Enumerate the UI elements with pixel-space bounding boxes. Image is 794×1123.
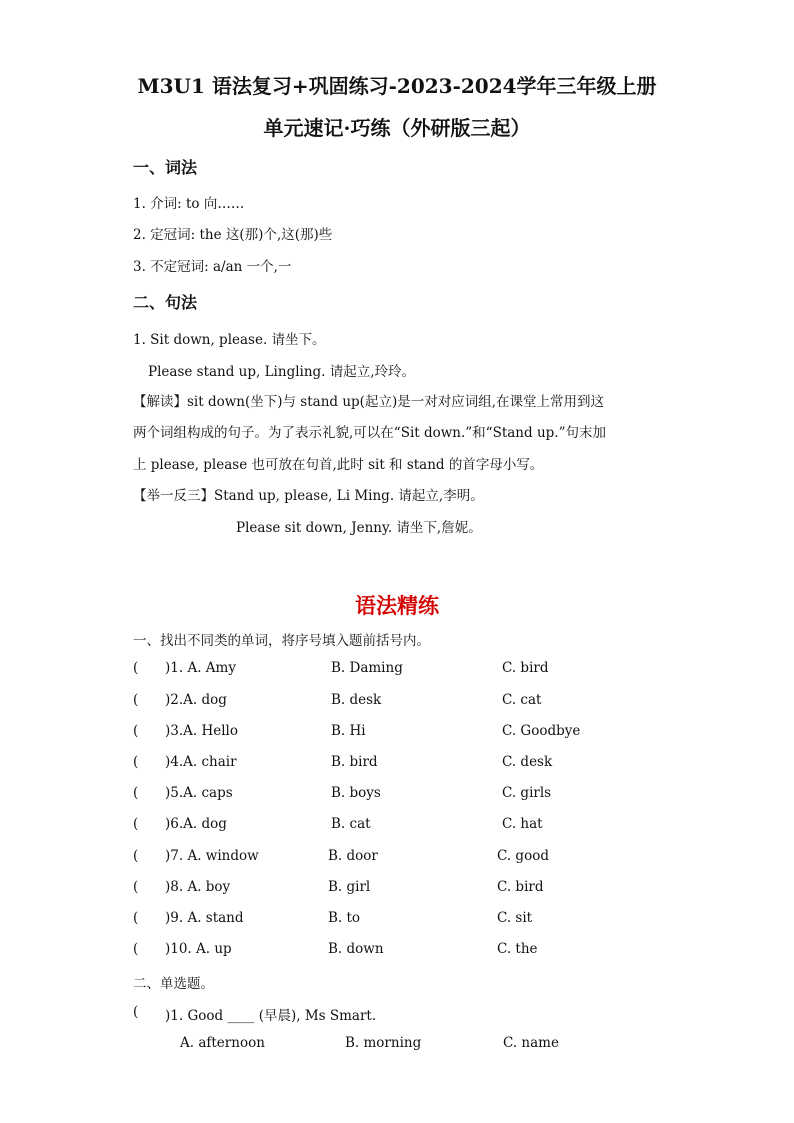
question-row	[0, 1004, 794, 1024]
option-a: )6.A. dog	[165, 816, 227, 832]
option-a: )4.A. chair	[165, 754, 237, 770]
option-a: )7. A. window	[165, 848, 259, 864]
answer-paren[interactable]: (	[133, 754, 139, 770]
section-two-instruction: 二、单选题。	[133, 976, 214, 992]
answer-paren[interactable]: (	[133, 941, 139, 957]
option-b: B. girl	[328, 879, 371, 895]
explanation-line: 上 please, please 也可放在句首,此时 sit 和 stand 的首字母小写。	[133, 457, 544, 473]
question-row	[0, 816, 794, 836]
example-line: Please sit down, Jenny. 请坐下,詹妮。	[236, 520, 482, 536]
option-b: B. desk	[331, 692, 382, 708]
option-a: )9. A. stand	[165, 910, 244, 926]
answer-paren[interactable]: (	[133, 723, 139, 739]
choice-b[interactable]: B. morning	[345, 1035, 422, 1051]
option-c: C. Goodbye	[502, 723, 581, 739]
section-one-instruction: 一、找出不同类的单词，将序号填入题前括号内。	[133, 633, 430, 649]
option-a: )2.A. dog	[165, 692, 227, 708]
sentence-line: 1. Sit down, please. 请坐下。	[133, 332, 326, 348]
vocab-heading: 一、词法	[133, 158, 198, 177]
question-row	[0, 660, 794, 680]
option-c: C. the	[497, 941, 538, 957]
answer-paren[interactable]: (	[133, 816, 139, 832]
sentence-line: Please stand up, Lingling. 请起立,玲玲。	[148, 364, 416, 380]
answer-paren[interactable]: (	[133, 692, 139, 708]
question-row	[0, 910, 794, 930]
answer-paren[interactable]: (	[133, 879, 139, 895]
question-stem: )1. Good ____ (早晨), Ms Smart.	[165, 1008, 377, 1024]
sentence-heading: 二、句法	[133, 293, 198, 312]
answer-paren[interactable]: (	[133, 848, 139, 864]
answer-paren[interactable]: (	[133, 785, 139, 801]
practice-heading: 语法精练	[355, 593, 439, 618]
option-c: C. bird	[497, 879, 544, 895]
option-b: B. Hi	[331, 723, 366, 739]
answer-paren[interactable]: (	[133, 1004, 139, 1020]
option-b: B. down	[328, 941, 384, 957]
option-a: )5.A. caps	[165, 785, 233, 801]
option-c: C. cat	[502, 692, 542, 708]
question-row	[0, 723, 794, 743]
option-a: )8. A. boy	[165, 879, 231, 895]
question-row	[0, 785, 794, 805]
option-c: C. girls	[502, 785, 552, 801]
option-c: C. sit	[497, 910, 533, 926]
option-b: B. door	[328, 848, 378, 864]
question-row	[0, 692, 794, 712]
answer-paren[interactable]: (	[133, 660, 139, 676]
option-c: C. bird	[502, 660, 549, 676]
choice-row	[0, 1035, 794, 1055]
vocab-item: 3. 不定冠词: a/an 一个,一	[133, 259, 292, 275]
option-c: C. good	[497, 848, 549, 864]
choice-a[interactable]: A. afternoon	[180, 1035, 265, 1051]
answer-paren[interactable]: (	[133, 910, 139, 926]
vocab-item: 2. 定冠词: the 这(那)个,这(那)些	[133, 227, 333, 243]
question-row	[0, 754, 794, 774]
question-row	[0, 848, 794, 868]
document-subtitle: 单元速记·巧练（外研版三起）	[263, 116, 531, 140]
option-b: B. bird	[331, 754, 378, 770]
explanation-line: 两个词组构成的句子。为了表示礼貌,可以在“Sit down.”和“Stand up.”句末加	[133, 425, 606, 441]
option-a: )3.A. Hello	[165, 723, 239, 739]
option-b: B. boys	[331, 785, 381, 801]
explanation-line: 【解读】sit down(坐下)与 stand up(起立)是一对对应词组,在课堂上常用到这	[133, 394, 604, 410]
choice-c[interactable]: C. name	[503, 1035, 559, 1051]
option-a: )10. A. up	[165, 941, 232, 957]
question-row	[0, 941, 794, 961]
option-b: B. Daming	[331, 660, 403, 676]
document-title: M3U1 语法复习+巩固练习-2023-2024学年三年级上册	[137, 74, 657, 98]
option-b: B. to	[328, 910, 361, 926]
vocab-item: 1. 介词: to 向……	[133, 196, 245, 212]
option-c: C. desk	[502, 754, 553, 770]
question-row	[0, 879, 794, 899]
example-line: 【举一反三】Stand up, please, Li Ming. 请起立,李明。	[133, 488, 484, 504]
option-c: C. hat	[502, 816, 543, 832]
option-b: B. cat	[331, 816, 371, 832]
option-a: )1. A. Amy	[165, 660, 236, 676]
